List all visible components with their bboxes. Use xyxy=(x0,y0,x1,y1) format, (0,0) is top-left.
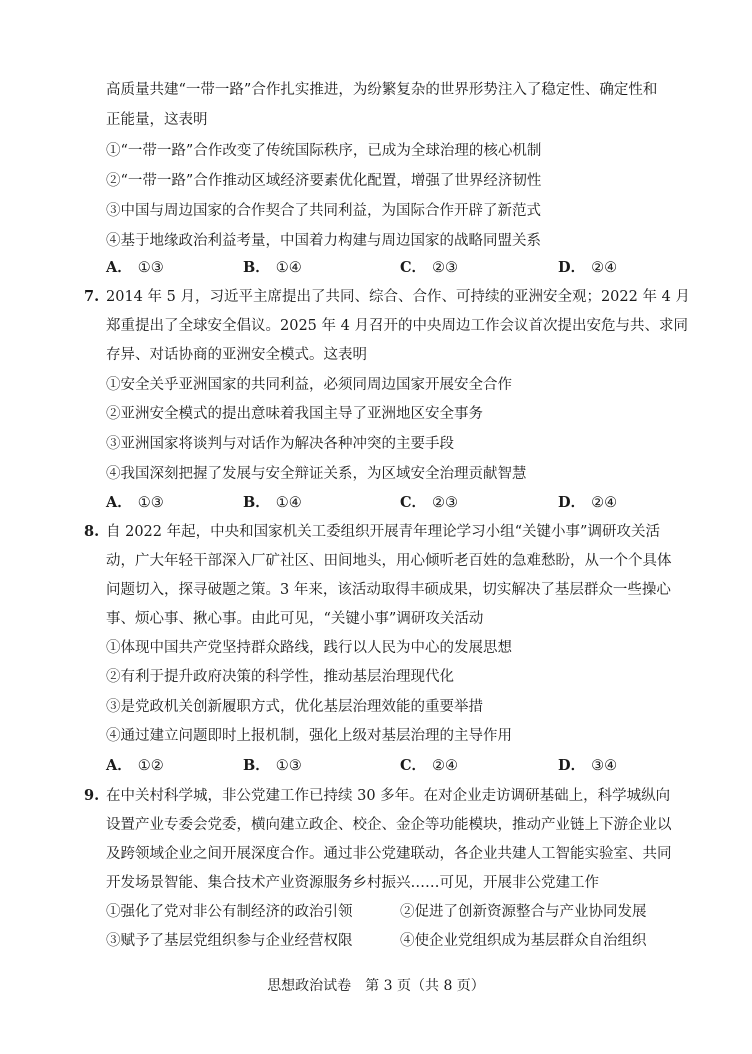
q6-option-d: D． ②④ xyxy=(558,259,618,276)
q7-stem-line: 存异、对话协商的亚洲安全模式。这表明 xyxy=(106,347,367,363)
q7-statement-4: ④我国深刻把握了发展与安全辩证关系，为区域安全治理贡献智慧 xyxy=(106,466,527,482)
q9-statement-2: ②促进了创新资源整合与产业协同发展 xyxy=(400,904,647,920)
q8-statement-1: ①体现中国共产党坚持群众路线，践行以人民为中心的发展思想 xyxy=(106,640,512,656)
q6-statement-2: ②“一带一路”合作推动区域经济要素优化配置，增强了世界经济韧性 xyxy=(106,173,542,189)
q7-statement-1: ①安全关乎亚洲国家的共同利益，必须同周边国家开展安全合作 xyxy=(106,377,512,393)
q8-stem-line: 动，广大年轻干部深入厂矿社区、田间地头，用心倾听老百姓的急难愁盼，从一个个具体 xyxy=(106,553,672,569)
q7-option-c: C． ②③ xyxy=(400,494,459,511)
q6-option-c: C． ②③ xyxy=(400,259,459,276)
q8-number: 8. xyxy=(84,523,100,540)
q9-statement-3: ③赋予了基层党组织参与企业经营权限 xyxy=(106,933,353,949)
q7-option-a: A． ①③ xyxy=(106,494,164,511)
q7-option-b: B． ①④ xyxy=(243,494,302,511)
q7-stem-line: 郑重提出了全球安全倡议。2025 年 4 月召开的中央周边工作会议首次提出安危与共、求同 xyxy=(106,318,688,334)
q6-option-a: A． ①③ xyxy=(106,259,164,276)
q9-statement-1: ①强化了党对非公有制经济的政治引领 xyxy=(106,904,353,920)
q8-stem-line: 事、烦心事、揪心事。由此可见，“关键小事”调研攻关活动 xyxy=(106,611,484,627)
q6-option-b: B． ①④ xyxy=(243,259,302,276)
q8-option-d: D． ③④ xyxy=(558,757,618,774)
page-footer: 思想政治试卷 第 3 页（共 8 页） xyxy=(267,978,485,994)
q8-option-b: B． ①③ xyxy=(243,757,302,774)
q7-statement-2: ②亚洲安全模式的提出意味着我国主导了亚洲地区安全事务 xyxy=(106,406,483,422)
q7-option-d: D． ②④ xyxy=(558,494,618,511)
q8-statement-2: ②有利于提升政府决策的科学性，推动基层治理现代化 xyxy=(106,669,454,685)
q9-statement-4: ④使企业党组织成为基层群众自治组织 xyxy=(400,933,647,949)
q6-statement-3: ③中国与周边国家的合作契合了共同利益，为国际合作开辟了新范式 xyxy=(106,203,541,219)
q9-stem-line: 设置产业专委会党委，横向建立政企、校企、金企等功能模块，推动产业链上下游企业以 xyxy=(106,817,672,833)
q8-stem-line: 自 2022 年起，中央和国家机关工委组织开展青年理论学习小组“关键小事”调研攻关活 xyxy=(106,524,660,540)
q6-stem-line: 高质量共建“一带一路”合作扎实推进，为纷繁复杂的世界形势注入了稳定性、确定性和 xyxy=(106,82,658,98)
q7-stem-line: 2014 年 5 月，习近平主席提出了共同、综合、合作、可持续的亚洲安全观；2022 年 4 月 xyxy=(106,289,690,305)
q8-statement-3: ③是党政机关创新履职方式，优化基层治理效能的重要举措 xyxy=(106,699,483,715)
q8-stem-line: 问题切入，探寻破题之策。3 年来，该活动取得丰硕成果，切实解决了基层群众一些操心 xyxy=(106,582,671,598)
q7-statement-3: ③亚洲国家将谈判与对话作为解决各种冲突的主要手段 xyxy=(106,436,454,452)
q9-number: 9. xyxy=(84,787,100,804)
q9-stem-line: 在中关村科学城，非公党建工作已持续 30 多年。在对企业走访调研基础上，科学城纵向 xyxy=(106,788,671,804)
q9-stem-line: 及跨领域企业之间开展深度合作。通过非公党建联动，各企业共建人工智能实验室、共同 xyxy=(106,846,672,862)
q9-stem-line: 开发场景智能、集合技术产业资源服务乡村振兴……可见，开展非公党建工作 xyxy=(106,875,599,891)
q8-option-a: A． ①② xyxy=(106,757,164,774)
q7-number: 7. xyxy=(84,288,100,305)
q8-statement-4: ④通过建立问题即时上报机制，强化上级对基层治理的主导作用 xyxy=(106,728,512,744)
q6-statement-4: ④基于地缘政治利益考量，中国着力构建与周边国家的战略同盟关系 xyxy=(106,233,541,249)
q6-statement-1: ①“一带一路”合作改变了传统国际秩序，已成为全球治理的核心机制 xyxy=(106,143,542,159)
q8-option-c: C． ②④ xyxy=(400,757,459,774)
q6-stem-line: 正能量，这表明 xyxy=(106,112,208,128)
